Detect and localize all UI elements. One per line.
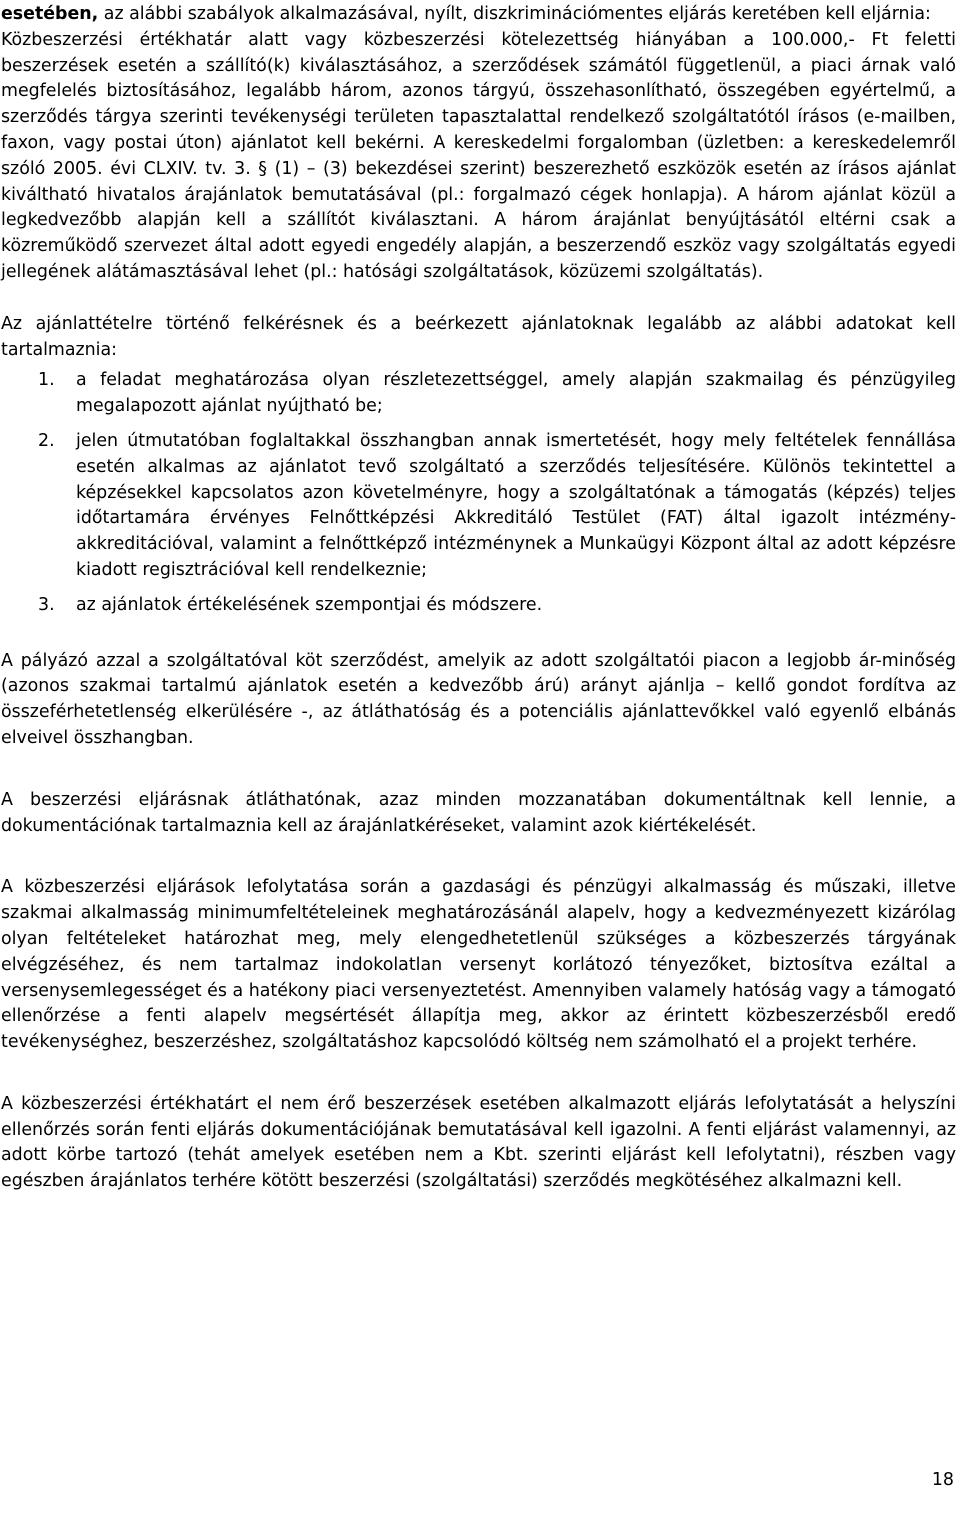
paragraph-procurement-threshold: Közbeszerzési értékhatár alatt vagy közbeszerzési kötelezettség hiányában a 100.000,- Ft feletti beszerzések esetén a szállító(k) kiválasztásához, a szerződések számától függetlenül, a piaci árnak való megfelelés biztosításához, legalább három, azonos tárgyú, összehasonlítható, összegében egyértelmű, a szerződés tárgya szerinti tevékenységi területen tapasztalattal rendelkező szolgáltatótól írásos (e-mailben, faxon, vagy postai úton) ajánlatot kell bekérni. A kereskedelmi forgalomban (üzletben: a kereskedelemről szóló 2005. évi CLXIV. tv. 3. § (1) – (3) bekezdései szerint) beszerezhető eszközök esetén az írásos ajánlat kiváltható hivatalos árajánlatok bemutatásával (pl.: forgalmazó cégek honlapja). A három ajánlat közül a legkedvezőbb alapján kell a szállítót kiválasztani. A három árajánlat benyújtásától eltérni csak a közreműködő szervezet által adott egyedi engedély alapján, a beszerzendő eszköz vagy szolgáltatás egyedi jellegének alátámasztásával lehet (pl.: hatósági szolgáltatások, közüzemi szolgáltatás). [1, 29, 956, 282]
paragraph-transparency: A beszerzési eljárásnak átláthatónak, azaz minden mozzanatában dokumentáltnak kell lennie, a dokumentációnak tartalmaznia kell az árajánlatkéréseket, valamint azok kiértékelését. [1, 789, 956, 836]
paragraph-suitability-conditions: A közbeszerzési eljárások lefolytatása során a gazdasági és pénzügyi alkalmasság és műszaki, illetve szakmai alkalmasság minimumfeltételeinek meghatározásánál alapelv, hogy a kedvezményezett kizárólag olyan feltételeket határozhat meg, mely elengedhetetlenül szükséges a közbeszerzés tárgyának elvégzéséhez, és nem tartalmaz indokolatlan versenyt korlátozó tényezőket, biztosítva ezáltal a versenysemlegességet és a hatékony piaci versenyeztetést. Amennyiben valamely hatóság vagy a támogató ellenőrzése a fenti alapelv megsértését állapítja meg, akkor az érintett közbeszerzésből eredő tevékenységhez, beszerzéshez, szolgáltatáshoz kapcsolódó költség nem számolható el a projekt terhére. [1, 877, 956, 1053]
intro-paragraph [1, 2, 956, 28]
list-item [1, 368, 956, 420]
list-item-number: 3. [38, 594, 55, 615]
page-number: 18 [931, 1470, 954, 1490]
paragraph-offer-request: Az ajánlattételre történő felkérésnek és a beérkezett ajánlatoknak legalább az alábbi adatokat kell tartalmaznia: [1, 313, 956, 360]
list-item-number: 2. [38, 430, 55, 451]
offer-criteria-list [1, 368, 956, 618]
list-item-text: jelen útmutatóban foglaltakkal összhangban annak ismertetését, hogy mely feltételek fennállása esetén alkalmas az ajánlatot tevő szolgáltató a szerződés teljesítésére. Különös tekintettel a képzésekkel kapcsolatos azon követelményre, hogy a szolgáltatónak a támogatás (képzés) teljes időtartamára érvényes Felnőttképzési Akkreditáló Testület (FAT) által igazolt intézmény-akkreditációval, valamint a felnőttképző intézménynek a Munkaügyi Központ által az adott képzésre kiadott regisztrációval kell rendelkeznie; [76, 430, 956, 580]
intro-bold-text: esetében, [1, 4, 99, 24]
list-item-number: 1. [38, 370, 55, 391]
intro-text: az alábbi szabályok alkalmazásával, nyílt, diszkriminációmentes eljárás keretében kell eljárnia: [98, 4, 931, 24]
list-item-text: a feladat meghatározása olyan részletezettséggel, amely alapján szakmailag és pénzügyileg megalapozott ajánlat nyújtható be; [76, 370, 956, 417]
list-item [1, 593, 956, 619]
list-item [1, 429, 956, 584]
paragraph-below-threshold: A közbeszerzési értékhatárt el nem érő beszerzések esetében alkalmazott eljárás lefolytatását a helyszíni ellenőrzés során fenti eljárás dokumentációjának bemutatásával kell igazolni. A fenti eljárást valamennyi, az adott körbe tartozó (tehát amelyek esetében nem a Kbt. szerinti eljárást kell lefolytatni), részben vagy egészben árajánlatos terhére kötött beszerzési (szolgáltatási) szerződés megkötéséhez alkalmazni kell. [1, 1093, 956, 1192]
paragraph-contract-selection: A pályázó azzal a szolgáltatóval köt szerződést, amelyik az adott szolgáltatói piacon a legjobb ár-minőség (azonos szakmai tartalmú ajánlatok esetén a kedvezőbb árú) arányt ajánlja – kellő gondot fordítva az összeférhetetlenség elkerülésére -, az átláthatóság és a potenciális ajánlattevőkkel való egyenlő elbánás elveivel összhangban. [1, 650, 956, 748]
list-item-text: az ajánlatok értékelésének szempontjai és módszere. [76, 594, 543, 615]
